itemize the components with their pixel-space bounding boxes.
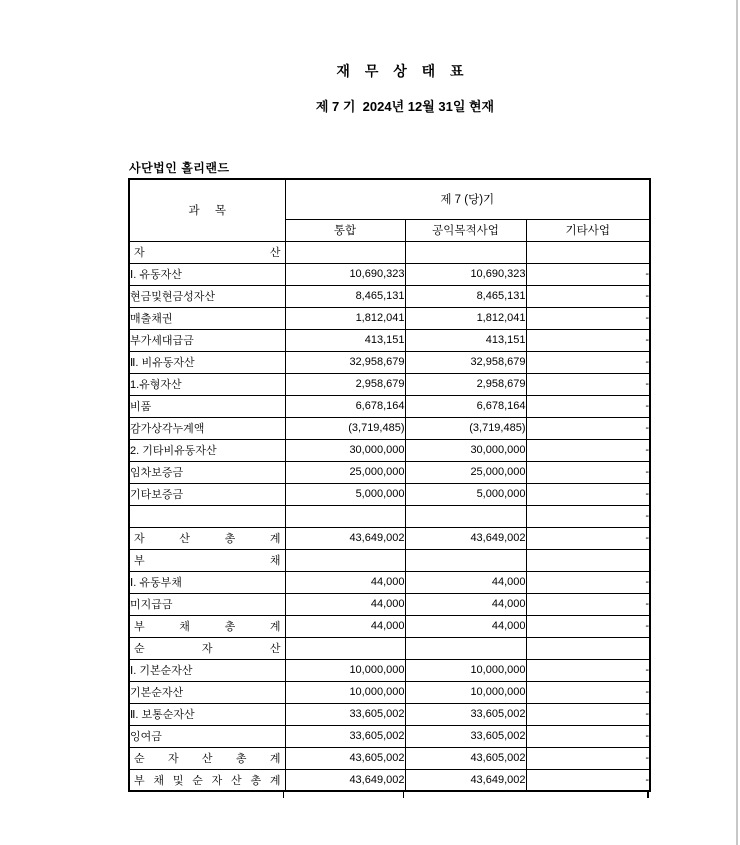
amount-cell: - <box>526 505 650 527</box>
document-subtitle: 제 7 기 2024년 12월 31일 현재 <box>315 99 495 114</box>
spread-char: 산 <box>269 643 281 655</box>
spread-char: 채 <box>153 774 165 787</box>
table-row <box>129 351 650 373</box>
amount-cell: 10,690,323 <box>285 263 405 285</box>
table-bottom-line-stub <box>403 792 404 798</box>
account-label-cell: Ⅱ. 보통순자산 <box>129 703 285 725</box>
amount-cell: 44,000 <box>405 571 526 593</box>
account-label-cell: Ⅰ. 유동자산 <box>129 263 285 285</box>
spread-char: 산 <box>231 774 242 787</box>
amount-cell: 30,000,000 <box>285 439 405 461</box>
spread-char: 및 <box>172 774 184 787</box>
table-row <box>129 593 650 615</box>
spread-char: 총 <box>235 753 247 765</box>
amount-cell: - <box>526 703 650 725</box>
spread-char: 부 <box>134 555 145 567</box>
amount-cell: 5,000,000 <box>405 483 526 505</box>
amount-cell <box>405 241 526 263</box>
column-header-period: 제 7 (당)기 <box>285 179 650 219</box>
spread-char: 계 <box>269 753 281 765</box>
amount-cell: - <box>526 329 650 351</box>
spread-char: 부 <box>134 774 145 787</box>
amount-cell <box>526 637 650 659</box>
account-label-cell: Ⅰ. 기본순자산 <box>129 659 285 681</box>
amount-cell: - <box>526 659 650 681</box>
column-header-public-purpose: 공익목적사업 <box>405 219 526 241</box>
table-row <box>129 263 650 285</box>
spread-char: 자 <box>134 247 145 259</box>
table-row <box>129 417 650 439</box>
account-label-cell: 임차보증금 <box>129 461 285 483</box>
amount-cell: - <box>526 307 650 329</box>
amount-cell: - <box>526 615 650 637</box>
account-label-cell: 감가상각누계액 <box>129 417 285 439</box>
amount-cell: - <box>526 769 650 791</box>
account-label-cell: 2. 기타비유동자산 <box>129 439 285 461</box>
column-header-account: 과 목 <box>129 179 285 241</box>
amount-cell: 413,151 <box>405 329 526 351</box>
amount-cell: 1,812,041 <box>405 307 526 329</box>
amount-cell: 2,958,679 <box>405 373 526 395</box>
table-row <box>129 659 650 681</box>
account-label-cell <box>129 241 285 263</box>
amount-cell: 33,605,002 <box>405 703 526 725</box>
amount-cell <box>285 505 405 527</box>
table-row <box>129 747 650 769</box>
amount-cell: - <box>526 285 650 307</box>
amount-cell: - <box>526 747 650 769</box>
table-row <box>129 329 650 351</box>
account-label-cell: 비품 <box>129 395 285 417</box>
table-bottom-line-stub <box>283 792 284 798</box>
organization-name: 사단법인 홀리랜드 <box>129 161 230 175</box>
amount-cell: 32,958,679 <box>285 351 405 373</box>
table-row <box>129 307 650 329</box>
amount-cell: - <box>526 681 650 703</box>
amount-cell: - <box>526 483 650 505</box>
amount-cell: - <box>526 395 650 417</box>
header-row-period <box>129 179 650 219</box>
amount-cell: 25,000,000 <box>405 461 526 483</box>
table-row <box>129 571 650 593</box>
amount-cell: 43,649,002 <box>285 769 405 791</box>
amount-cell: 43,605,002 <box>285 747 405 769</box>
table-row <box>129 439 650 461</box>
amount-cell: 2,958,679 <box>285 373 405 395</box>
spread-char: 계 <box>269 621 281 633</box>
account-label-cell: 현금및현금성자산 <box>129 285 285 307</box>
account-label-cell: 매출채권 <box>129 307 285 329</box>
amount-cell: 6,678,164 <box>405 395 526 417</box>
account-label-cell: Ⅱ. 비유동자산 <box>129 351 285 373</box>
account-label-cell <box>129 549 285 571</box>
window-edge-line <box>736 0 738 845</box>
amount-cell: - <box>526 461 650 483</box>
table-row <box>129 461 650 483</box>
column-header-other-business: 기타사업 <box>526 219 650 241</box>
amount-cell: 43,605,002 <box>405 747 526 769</box>
table-row <box>129 681 650 703</box>
amount-cell: 44,000 <box>285 593 405 615</box>
spread-char: 총 <box>224 533 236 545</box>
amount-cell: 43,649,002 <box>285 527 405 549</box>
amount-cell <box>405 505 526 527</box>
amount-cell: (3,719,485) <box>405 417 526 439</box>
spread-char: 순 <box>192 774 203 787</box>
amount-cell: 10,690,323 <box>405 263 526 285</box>
amount-cell: 8,465,131 <box>285 285 405 307</box>
account-label-cell: 미지급금 <box>129 593 285 615</box>
account-label-cell <box>129 615 285 637</box>
spread-char: 부 <box>134 621 145 633</box>
spread-char: 자 <box>211 774 223 787</box>
spread-char: 순 <box>134 643 145 655</box>
amount-cell: 413,151 <box>285 329 405 351</box>
amount-cell: 33,605,002 <box>285 703 405 725</box>
amount-cell: - <box>526 725 650 747</box>
amount-cell: 10,000,000 <box>405 659 526 681</box>
amount-cell: 32,958,679 <box>405 351 526 373</box>
amount-cell: - <box>526 439 650 461</box>
amount-cell: 1,812,041 <box>285 307 405 329</box>
document-title: 재 무 상 태 표 <box>336 63 466 79</box>
spread-char: 채 <box>269 555 281 567</box>
amount-cell: 44,000 <box>405 593 526 615</box>
amount-cell: 43,649,002 <box>405 769 526 791</box>
amount-cell: 33,605,002 <box>405 725 526 747</box>
balance-sheet-table <box>128 178 651 792</box>
spread-char: 산 <box>269 247 281 259</box>
amount-cell <box>405 637 526 659</box>
spread-char: 자 <box>167 753 179 765</box>
amount-cell: 43,649,002 <box>405 527 526 549</box>
amount-cell: - <box>526 527 650 549</box>
account-label-cell: 기본순자산 <box>129 681 285 703</box>
amount-cell <box>285 637 405 659</box>
amount-cell <box>285 241 405 263</box>
amount-cell <box>405 549 526 571</box>
amount-cell: 8,465,131 <box>405 285 526 307</box>
amount-cell: - <box>526 593 650 615</box>
table-row <box>129 395 650 417</box>
table-row <box>129 549 650 571</box>
column-header-total: 통합 <box>285 219 405 241</box>
amount-cell <box>285 549 405 571</box>
table-bottom-line-stub <box>647 792 649 798</box>
table-row <box>129 725 650 747</box>
table-row <box>129 505 650 527</box>
account-label-cell <box>129 769 285 791</box>
spread-char: 자 <box>201 643 213 655</box>
amount-cell <box>526 241 650 263</box>
amount-cell: 10,000,000 <box>285 681 405 703</box>
table-row <box>129 769 650 791</box>
account-label-cell: 잉여금 <box>129 725 285 747</box>
spread-char: 총 <box>250 774 262 787</box>
amount-cell: 5,000,000 <box>285 483 405 505</box>
account-label-cell: 1.유형자산 <box>129 373 285 395</box>
table-header <box>129 179 650 241</box>
amount-cell: - <box>526 571 650 593</box>
account-label-cell <box>129 527 285 549</box>
table-row <box>129 637 650 659</box>
account-label-cell <box>129 505 285 527</box>
spread-char: 계 <box>269 774 281 787</box>
table-row <box>129 373 650 395</box>
spread-char: 총 <box>224 621 236 633</box>
amount-cell: - <box>526 417 650 439</box>
account-label-cell: Ⅰ. 유동부채 <box>129 571 285 593</box>
account-label-cell <box>129 747 285 769</box>
amount-cell: 30,000,000 <box>405 439 526 461</box>
account-label-cell: 부가세대급금 <box>129 329 285 351</box>
table-row <box>129 527 650 549</box>
amount-cell: - <box>526 373 650 395</box>
amount-cell: 44,000 <box>405 615 526 637</box>
spread-char: 순 <box>134 753 145 765</box>
amount-cell: (3,719,485) <box>285 417 405 439</box>
spread-char: 산 <box>201 753 213 765</box>
account-label-cell: 기타보증금 <box>129 483 285 505</box>
spread-char: 채 <box>179 621 190 633</box>
spread-char: 산 <box>179 533 190 545</box>
amount-cell <box>526 549 650 571</box>
table-row <box>129 483 650 505</box>
amount-cell: 10,000,000 <box>405 681 526 703</box>
spread-char: 자 <box>134 533 145 545</box>
table-body <box>129 241 650 791</box>
account-label-cell <box>129 637 285 659</box>
table-row <box>129 703 650 725</box>
amount-cell: - <box>526 351 650 373</box>
amount-cell: 10,000,000 <box>285 659 405 681</box>
amount-cell: 44,000 <box>285 615 405 637</box>
amount-cell: - <box>526 263 650 285</box>
amount-cell: 33,605,002 <box>285 725 405 747</box>
table-row <box>129 615 650 637</box>
table-row <box>129 241 650 263</box>
amount-cell: 44,000 <box>285 571 405 593</box>
table-row <box>129 285 650 307</box>
spread-char: 계 <box>269 533 281 545</box>
amount-cell: 25,000,000 <box>285 461 405 483</box>
amount-cell: 6,678,164 <box>285 395 405 417</box>
